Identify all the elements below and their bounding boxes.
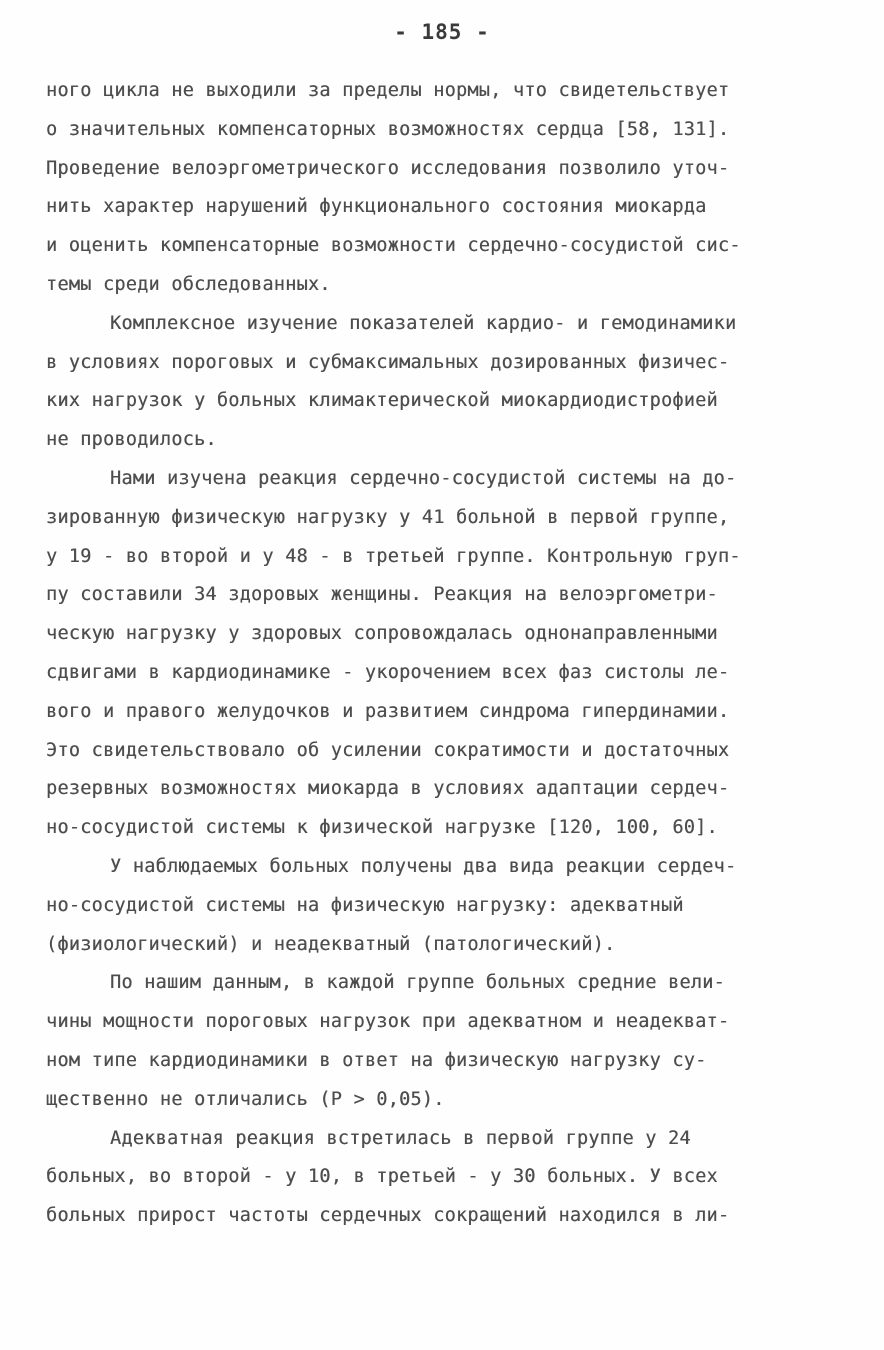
text-line: и оценить компенсаторные возможности сердечно-сосудистой сис- — [46, 235, 741, 257]
text-line: (физиологический) и неадекватный (патологический). — [46, 933, 616, 955]
text-line: Это свидетельствовало об усилении сократимости и достаточных — [46, 739, 730, 761]
text-line: в условиях пороговых и субмаксимальных дозированных физичес- — [46, 351, 730, 373]
text-line: у 19 - во второй и у 48 - в третьей группе. Контрольную груп- — [46, 545, 741, 567]
text-line: пу составили 34 здоровых женщины. Реакция на велоэргометри- — [46, 584, 718, 606]
text-line: Комплексное изучение показателей кардио- и гемодинамики — [110, 312, 737, 334]
text-line: о значительных компенсаторных возможностях сердца [58, 131]. — [46, 118, 730, 140]
text-line: ного цикла не выходили за пределы нормы, что свидетельствует — [46, 80, 730, 101]
text-line: вого и правого желудочков и развитием синдрома гипердинамии. — [46, 700, 730, 722]
text-line: Нами изучена реакция сердечно-сосудистой системы на до- — [110, 467, 737, 489]
text-line: щественно не отличались (P > 0,05). — [46, 1088, 445, 1110]
text-line: но-сосудистой системы на физическую нагрузку: адекватный — [46, 894, 684, 916]
text-line: нить характер нарушений функционального состояния миокарда — [46, 196, 707, 218]
body-text — [46, 72, 846, 1236]
text-line: не проводилось. — [46, 429, 217, 451]
text-line: больных, во второй - у 10, в третьей - у 30 больных. У всех — [46, 1166, 718, 1188]
text-line: зированную физическую нагрузку у 41 больной в первой группе, — [46, 506, 730, 528]
text-line: Адекватная реакция встретилась в первой группе у 24 — [110, 1127, 691, 1149]
text-line: резервных возможностях миокарда в условиях адаптации сердеч- — [46, 778, 730, 800]
text-line: сдвигами в кардиодинамике - укорочением всех фаз систолы ле- — [46, 661, 730, 683]
text-line: чины мощности пороговых нагрузок при адекватном и неадекват- — [46, 1011, 730, 1033]
text-line: темы среди обследованных. — [46, 273, 331, 295]
text-line: По нашим данным, в каждой группе больных средние вели- — [110, 972, 725, 994]
page-number: - 185 - — [394, 20, 490, 44]
text-line: ких нагрузок у больных климактерической миокардиодистрофией — [46, 390, 718, 412]
text-line: но-сосудистой системы к физической нагрузке [120, 100, 60]. — [46, 817, 718, 839]
text-line: ном типе кардиодинамики в ответ на физическую нагрузку су- — [46, 1049, 707, 1071]
text-line: больных прирост частоты сердечных сокращений находился в ли- — [46, 1205, 730, 1227]
text-line: ческую нагрузку у здоровых сопровождалась однонаправленными — [46, 623, 718, 645]
text-line: У наблюдаемых больных получены два вида реакции сердеч- — [110, 855, 737, 877]
text-line: Проведение велоэргометрического исследования позволило уточ- — [46, 157, 730, 179]
